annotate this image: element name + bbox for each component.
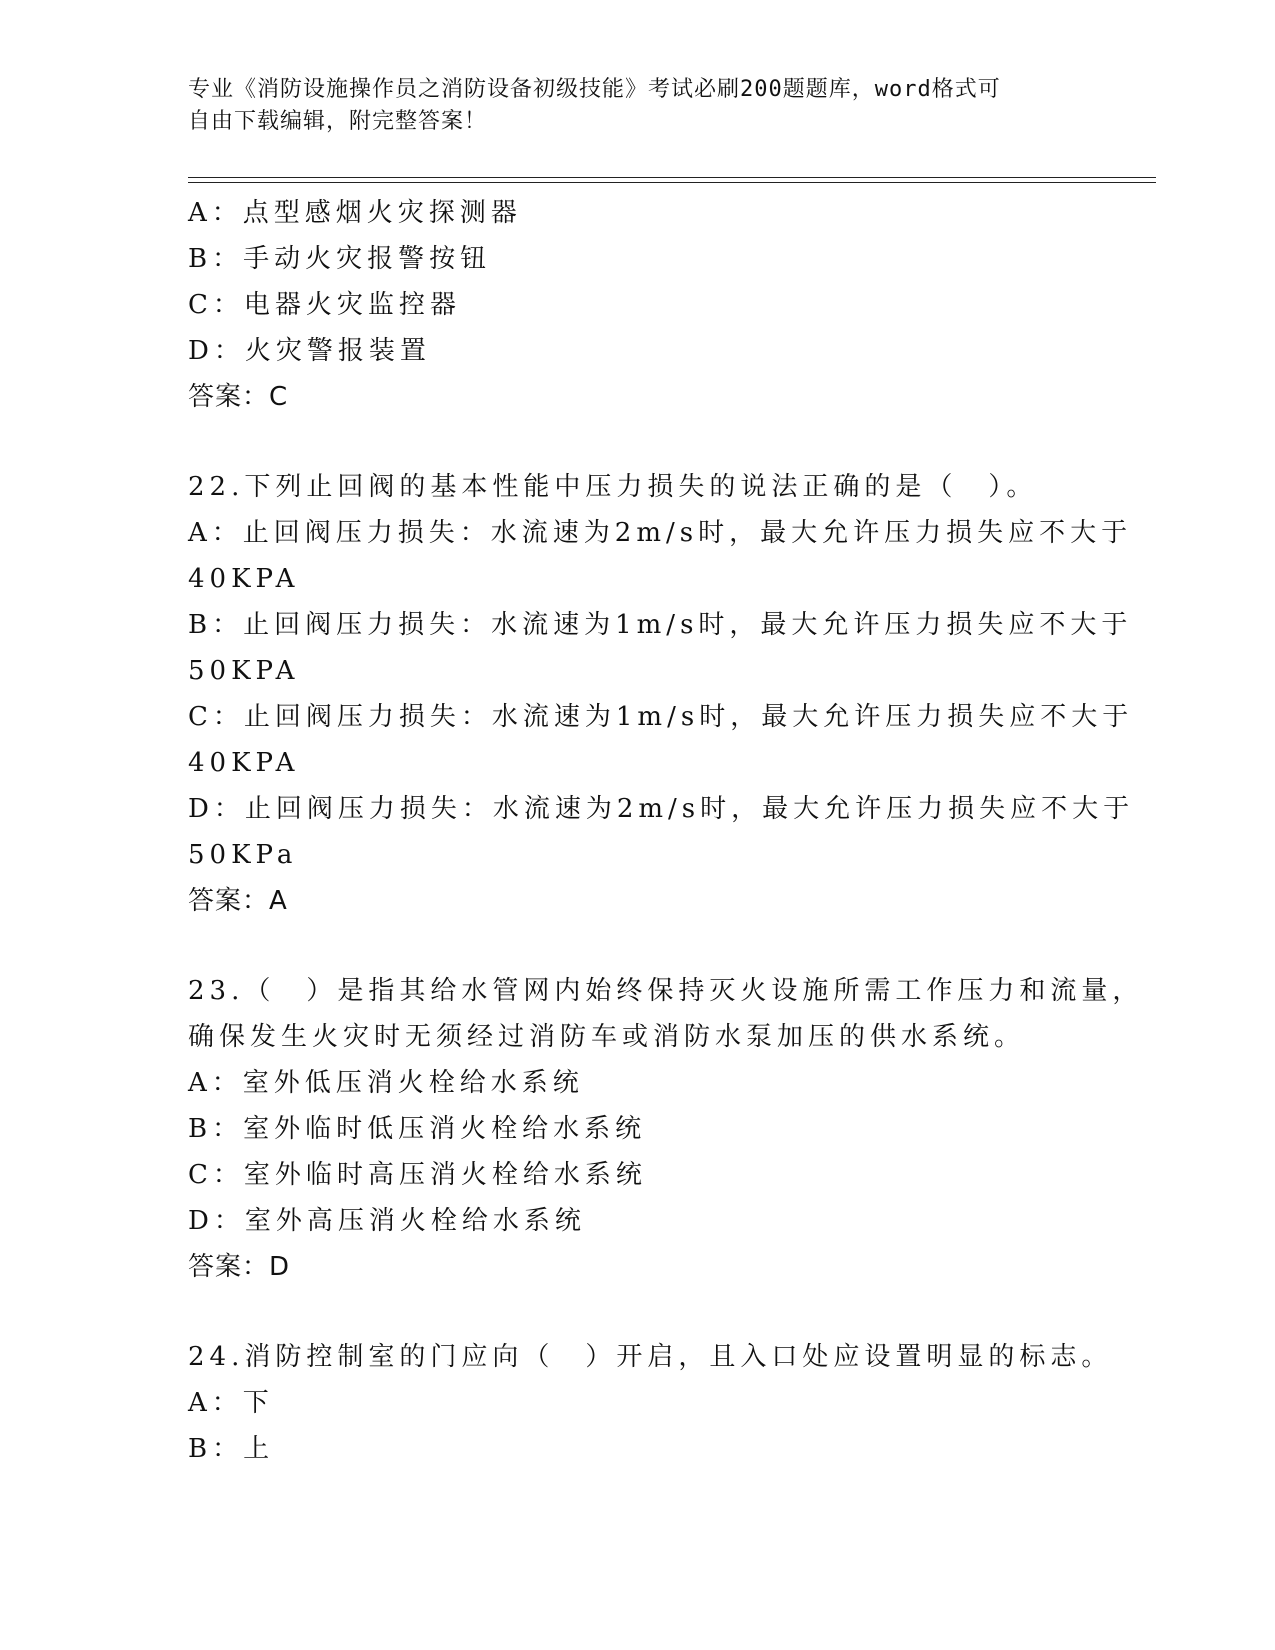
option-c-continued: 40KPA bbox=[188, 748, 300, 778]
question-text: 24.消防控制室的门应向（ ）开启，且入口处应设置明显的标志。 bbox=[188, 1342, 1113, 1372]
spacer bbox=[188, 924, 1068, 968]
question-text: 23.（ ）是指其给水管网内始终保持灭火设施所需工作压力和流量， bbox=[188, 976, 1144, 1006]
answer-line: 答案：C bbox=[188, 382, 289, 412]
header-line-1: 专业《消防设施操作员之消防设备初级技能》考试必刷200题题库，word格式可 bbox=[188, 77, 1001, 102]
question-text-continued: 确保发生火灾时无须经过消防车或消防水泵加压的供水系统。 bbox=[188, 1022, 1026, 1052]
answer-line: 答案：D bbox=[188, 1252, 291, 1282]
option-b: B：止回阀压力损失：水流速为1m/s时，最大允许压力损失应不大于 bbox=[188, 610, 1133, 640]
option-b: B：上 bbox=[188, 1434, 275, 1464]
header-line-2: 自由下载编辑，附完整答案！ bbox=[188, 109, 488, 134]
answer-line: 答案：A bbox=[188, 886, 288, 916]
option-a: A：点型感烟火灾探测器 bbox=[188, 198, 522, 228]
spacer bbox=[188, 420, 1068, 464]
option-c: C：电器火灾监控器 bbox=[188, 290, 461, 320]
option-c: C：止回阀压力损失：水流速为1m/s时，最大允许压力损失应不大于 bbox=[188, 702, 1134, 732]
option-d-continued: 50KPa bbox=[188, 840, 298, 870]
question-text: 22.下列止回阀的基本性能中压力损失的说法正确的是（ ）。 bbox=[188, 472, 1038, 502]
question-22 bbox=[188, 464, 1135, 924]
option-b: B：室外临时低压消火栓给水系统 bbox=[188, 1114, 647, 1144]
header-divider-bottom bbox=[188, 182, 1156, 183]
option-a: A：下 bbox=[188, 1388, 274, 1418]
option-a-continued: 40KPA bbox=[188, 564, 300, 594]
option-b-continued: 50KPA bbox=[188, 656, 300, 686]
option-c: C：室外临时高压消火栓给水系统 bbox=[188, 1160, 647, 1190]
option-d: D：室外高压消火栓给水系统 bbox=[188, 1206, 586, 1236]
question-21 bbox=[188, 190, 1068, 420]
spacer bbox=[188, 1290, 1068, 1334]
question-23 bbox=[188, 968, 1144, 1290]
option-a: A：室外低压消火栓给水系统 bbox=[188, 1068, 584, 1098]
question-24 bbox=[188, 1334, 1113, 1472]
document-header bbox=[188, 74, 1068, 138]
option-a: A：止回阀压力损失：水流速为2m/s时，最大允许压力损失应不大于 bbox=[188, 518, 1133, 548]
header-divider-top bbox=[188, 177, 1156, 178]
question-list bbox=[188, 190, 1144, 1472]
option-d: D：火灾警报装置 bbox=[188, 336, 431, 366]
option-b: B：手动火灾报警按钮 bbox=[188, 244, 492, 274]
option-d: D：止回阀压力损失：水流速为2m/s时，最大允许压力损失应不大于 bbox=[188, 794, 1135, 824]
